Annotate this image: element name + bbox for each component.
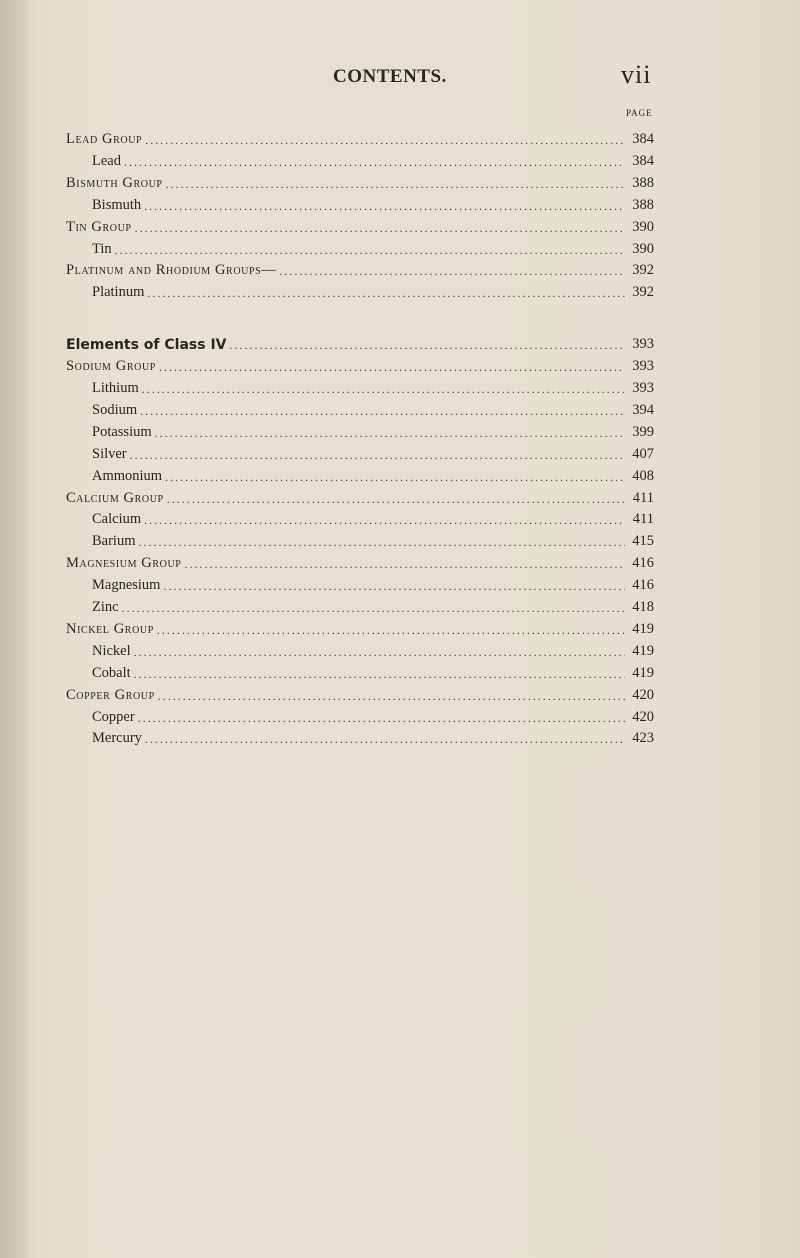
toc-entry[interactable]: [92, 463, 654, 485]
dot-leader: [144, 199, 625, 214]
toc-entry[interactable]: [92, 397, 654, 419]
toc-entry-label: Zinc: [92, 599, 119, 615]
toc-entry-page: 416: [632, 577, 654, 594]
toc-section-entry[interactable]: [66, 214, 654, 236]
toc-entry-page: 390: [632, 218, 654, 235]
toc-section-entry[interactable]: [66, 331, 654, 353]
dot-leader: [130, 448, 625, 463]
toc-entry[interactable]: [92, 725, 654, 747]
toc-entry-page: 411: [632, 489, 654, 506]
dot-leader: [184, 557, 625, 572]
toc-entry-label: Calcium: [92, 511, 142, 528]
dot-leader: [142, 382, 625, 397]
toc-entry-page: 418: [632, 599, 654, 615]
dot-leader: [158, 689, 625, 704]
toc-entry-page: 393: [632, 380, 654, 396]
toc-entry-label: Lithium: [92, 380, 139, 396]
toc-entry-page: 393: [632, 336, 654, 353]
toc-entry[interactable]: [92, 704, 654, 726]
dot-leader: [134, 645, 625, 660]
toc-entry-label: Calcium Group: [66, 489, 164, 506]
toc-entry[interactable]: [92, 192, 654, 214]
dot-leader: [155, 426, 625, 441]
dot-leader: [279, 264, 625, 279]
toc-entry-page: 399: [632, 423, 654, 440]
toc-entry-page: 392: [632, 284, 654, 301]
toc-entry-page: 419: [632, 642, 654, 659]
dot-leader: [167, 492, 625, 507]
toc-entry-label: Tin Group: [66, 218, 132, 235]
toc-entry-page: 390: [632, 240, 654, 257]
toc-entry-label: Bismuth: [92, 196, 142, 213]
dot-leader: [163, 579, 625, 594]
toc-section-entry[interactable]: [66, 170, 654, 192]
toc-entry-label: Silver: [92, 445, 127, 462]
toc-section-entry[interactable]: [66, 616, 654, 638]
toc-entry-page: 420: [632, 686, 654, 703]
toc-entry-page: 419: [632, 620, 654, 637]
toc-section-entry[interactable]: [66, 550, 654, 572]
toc-entry-page: 416: [632, 555, 654, 572]
dot-leader: [139, 535, 626, 550]
dot-leader: [145, 133, 625, 148]
dot-leader: [122, 601, 625, 616]
dot-leader: [147, 286, 625, 301]
toc-entry-label: Platinum: [92, 284, 145, 301]
toc-entry-page: 423: [632, 730, 654, 747]
toc-entry-label: Magnesium: [92, 577, 161, 594]
toc-entry-page: 420: [632, 708, 654, 725]
dot-leader: [144, 513, 625, 528]
toc-entry-label: Sodium Group: [66, 358, 156, 375]
toc-section-entry[interactable]: [66, 353, 654, 375]
dot-leader: [157, 623, 625, 638]
toc-section-entry[interactable]: [66, 682, 654, 704]
toc-entry[interactable]: [92, 638, 654, 660]
toc-entry[interactable]: [92, 236, 654, 258]
dot-leader: [138, 711, 625, 726]
toc-entry[interactable]: [92, 572, 654, 594]
dot-leader: [145, 732, 625, 747]
toc-entry-label: Elements of Class IV: [66, 337, 227, 354]
toc-entry-page: 394: [632, 401, 654, 418]
toc-section-entry[interactable]: [66, 126, 654, 148]
toc-entry-label: Barium: [92, 533, 136, 550]
toc-entry-label: Ammonium: [92, 467, 163, 484]
toc-entry-label: Nickel: [92, 642, 131, 659]
toc-entry-label: Bismuth Group: [66, 174, 163, 191]
toc-entry[interactable]: [92, 279, 654, 301]
toc-entry-label: Cobalt: [92, 664, 131, 681]
toc-entry-label: Nickel Group: [66, 620, 154, 637]
toc-entry[interactable]: [92, 375, 654, 397]
toc-entry-label: Potassium: [92, 423, 152, 440]
dot-leader: [230, 338, 626, 353]
toc-entry[interactable]: [92, 660, 654, 682]
dot-leader: [134, 667, 625, 682]
dot-leader: [165, 470, 625, 485]
toc-section-entry[interactable]: [66, 485, 654, 507]
dot-leader: [115, 243, 625, 258]
dot-leader: [159, 360, 625, 375]
toc-entry-label: Magnesium Group: [66, 555, 182, 572]
toc-entry-label: Copper: [92, 708, 135, 725]
toc-entry-page: 411: [632, 511, 654, 528]
toc-entry[interactable]: [92, 441, 654, 463]
toc-entry-page: 408: [632, 467, 654, 484]
toc-entry-page: 393: [632, 358, 654, 375]
toc-entry-page: 384: [632, 152, 654, 169]
toc-entry[interactable]: [92, 419, 654, 441]
toc-entry-page: 388: [632, 196, 654, 213]
dot-leader: [124, 155, 625, 170]
toc-entry-label: Copper Group: [66, 686, 155, 703]
toc-entry[interactable]: [92, 506, 654, 528]
toc-entry-label: Platinum and Rhodium Groups—: [66, 262, 277, 279]
toc-entry-label: Mercury: [92, 730, 142, 747]
toc-entry-label: Lead: [92, 152, 121, 169]
running-title: CONTENTS.: [333, 66, 447, 87]
toc-entry-page: 384: [632, 131, 654, 147]
toc-section-entry[interactable]: [66, 257, 654, 279]
toc-entry-label: Sodium: [92, 401, 138, 418]
page-number: vii: [621, 60, 652, 89]
toc-entry[interactable]: [92, 528, 654, 550]
toc-entry-page: 388: [632, 174, 654, 191]
toc-entry-page: 419: [632, 664, 654, 681]
page-column-label: PAGE: [626, 108, 653, 118]
dot-leader: [140, 404, 625, 419]
running-header: [0, 60, 800, 100]
page-binding-edge: [0, 0, 28, 1258]
toc-entry-page: 392: [632, 262, 654, 279]
toc-entry-label: Lead Group: [66, 131, 143, 147]
toc-entry[interactable]: [92, 148, 654, 170]
toc-entry[interactable]: [92, 594, 654, 616]
toc-entry-page: 415: [632, 533, 654, 550]
dot-leader: [135, 221, 625, 236]
toc-entry-page: 407: [632, 445, 654, 462]
dot-leader: [166, 177, 625, 192]
toc-entry-label: Tin: [92, 240, 112, 257]
